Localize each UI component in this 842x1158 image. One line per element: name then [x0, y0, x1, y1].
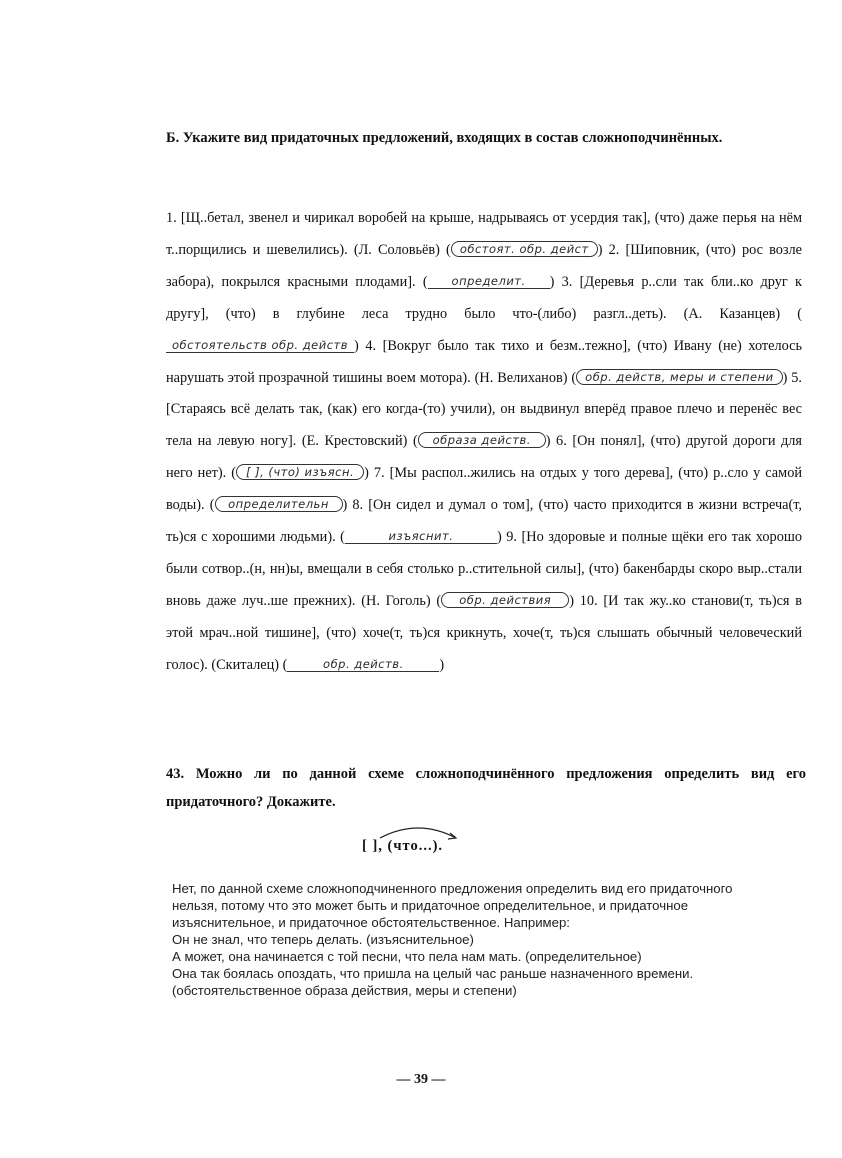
handwritten-answer: определит.	[428, 274, 550, 289]
sentence-8: 8. [Он сидел и думал о том], (что) часто приходится в жизни встреча(т, ть)ся с хорошими людьми). ( изъяснит. )	[166, 497, 802, 546]
handwritten-answer: образа действ.	[418, 432, 546, 448]
sentence-1: 1. [Щ..бетал, звенел и чирикал воробей на крыше, надрываясь от усердия так], (что) даже перья на нём т..порщились и шевелились). (Л. Соловьёв) ( обстоят. обр. дейст )	[166, 210, 802, 258]
sentence-number: 9.	[506, 529, 517, 546]
answer-line: Она так боялась опоздать, что пришла на целый час раньше назначенного времени.	[172, 966, 694, 981]
sentence-text: [Но здоровые и полные щёки его так хорошо были сотвор..(н, нн)ы, вмещали в себя столько р..стительной силы], (что) бакенбарды скоро выр..стали вновь даже луч..ше прежних). (Н. Гоголь)	[166, 529, 803, 609]
sentence-10: 10. [И так жу..ко станови(т, ть)ся в этой мрач..ной тишине], (что) хоче(т, ть)ся крикнуть, хоче(т, ть)ся слышать обычный человеческий голос). (Скиталец) ( обр. действ. )	[166, 592, 802, 673]
sentence-text: [Стараясь всё делать так, (как) его когда-(то) учили), он выдвинул вперёд правое плечо и перенёс вес тела на левую ногу]. (Е. Крестовский)	[166, 401, 802, 450]
sentence-number: 2.	[608, 241, 620, 258]
sentence-text: [Мы распол..жились на отдых у того дерева], (что) р..сло у самой воды).	[166, 465, 803, 514]
typed-answer	[172, 880, 802, 999]
answer-line: нельзя, потому что это может быть и придаточное определительное, и придаточное	[172, 898, 689, 913]
answer-line: (обстоятельственное образа действия, меры и степени)	[172, 983, 517, 998]
sentence-3: 3. [Деревья р..сли так бли..ко друг к другу], (что) в глубине леса трудно было что-(либо) разгл..деть). (А. Казанцев) (обстоятельств обр. действ )	[166, 273, 803, 354]
sentence-number: 1.	[166, 210, 177, 226]
sentence-5: 5. [Стараясь всё делать так, (как) его когда-(то) учили), он выдвинул вперёд правое плечо и перенёс вес тела на левую ногу]. (Е. Крестовский) ( образа действ. )	[166, 369, 803, 450]
sentence-text: [И так жу..ко станови(т, ть)ся в этой мрач..ной тишине], (что) хоче(т, ть)ся крикнуть, хоче(т, ть)ся слышать обычный человеческий голос). (Скиталец)	[166, 592, 802, 673]
sentence-2: 2. [Шиповник, (что) рос возле забора), покрылся красными плодами]. ( определит. )	[166, 241, 803, 290]
sentence-6: 6. [Он понял], (что) другой дороги для него нет). ( [ ], (что) изъясн. )	[166, 433, 802, 482]
page-number: — 39 —	[396, 1072, 446, 1087]
sentence-4: 4. [Вокруг было так тихо и безм..тежно], (что) Ивану (не) хотелось нарушать этой прозрачной тишины воем мотора). (Н. Велиханов) ( обр. действ, меры и степени )	[166, 337, 802, 386]
handwritten-answer: определительн	[215, 496, 343, 512]
handwritten-answer: обстоятельств обр. действ	[166, 338, 354, 353]
sentence-number: 10.	[579, 592, 598, 609]
task-b-heading: Б. Укажите вид придаточных предложений, входящих в состав сложноподчинённых.	[166, 130, 723, 146]
answer-line: А может, она начинается с той песни, что пела нам мать. (определительное)	[172, 949, 642, 964]
handwritten-answer: обстоят. обр. дейст	[451, 241, 598, 257]
handwritten-answer: обр. действ, меры и степени	[576, 369, 782, 385]
sentence-number: 3.	[561, 273, 573, 290]
task-43-heading: 43. Можно ли по данной схеме сложноподчинённого предложения определить вид его придаточного? Докажите.	[166, 766, 806, 810]
answer-line: изъяснительное, и придаточное обстоятельственное. Например:	[172, 915, 570, 930]
sentence-number: 6.	[556, 433, 567, 450]
handwritten-answer: [ ], (что) изъясн.	[236, 464, 364, 480]
sentence-text: [Щ..бетал, звенел и чирикал воробей на крыше, надрываясь от усердия так], (что) даже перья на нём т..порщились и шевелились). (Л. Соловьёв)	[166, 210, 802, 258]
sentence-number: 4.	[365, 337, 377, 354]
sentence-text: [Он понял], (что) другой дороги для него нет).	[166, 433, 802, 482]
sentence-number: 7.	[373, 465, 385, 482]
handwritten-answer: изъяснит.	[345, 529, 497, 544]
sentence-number: 8.	[352, 497, 364, 514]
sentence-text: [Деревья р..сли так бли..ко друг к другу], (что) в глубине леса трудно было что-(либо) разгл..деть). (А. Казанцев)	[166, 273, 802, 322]
sentence-text: [Вокруг было так тихо и безм..тежно], (что) Ивану (не) хотелось нарушать этой прозрачной тишины воем мотора). (Н. Велиханов)	[166, 337, 802, 386]
sentence-number: 5.	[791, 369, 803, 386]
sentence-text: [Шиповник, (что) рос возле забора), покрылся красными плодами].	[166, 241, 803, 290]
sentences-block	[166, 203, 802, 682]
handwritten-answer: обр. действ.	[287, 657, 439, 672]
sentence-text: [Он сидел и думал о том], (что) часто приходится в жизни встреча(т, ть)ся с хорошими людьми).	[166, 497, 802, 546]
sentence-9: 9. [Но здоровые и полные щёки его так хорошо были сотвор..(н, нн)ы, вмещали в себя столько р..стительной силы], (что) бакенбарды скоро выр..стали вновь даже луч..ше прежних). (Н. Гоголь) ( обр. действия )	[166, 529, 803, 609]
answer-line: Нет, по данной схеме сложноподчиненного предложения определить вид его придаточного	[172, 881, 733, 896]
sentence-7: 7. [Мы распол..жились на отдых у того дерева], (что) р..сло у самой воды). ( определительн )	[166, 465, 803, 514]
sentence-schema: [ ], (что...).	[362, 838, 444, 854]
answer-line: Он не знал, что теперь делать. (изъяснительное)	[172, 932, 474, 947]
handwritten-answer: обр. действия	[441, 592, 569, 608]
